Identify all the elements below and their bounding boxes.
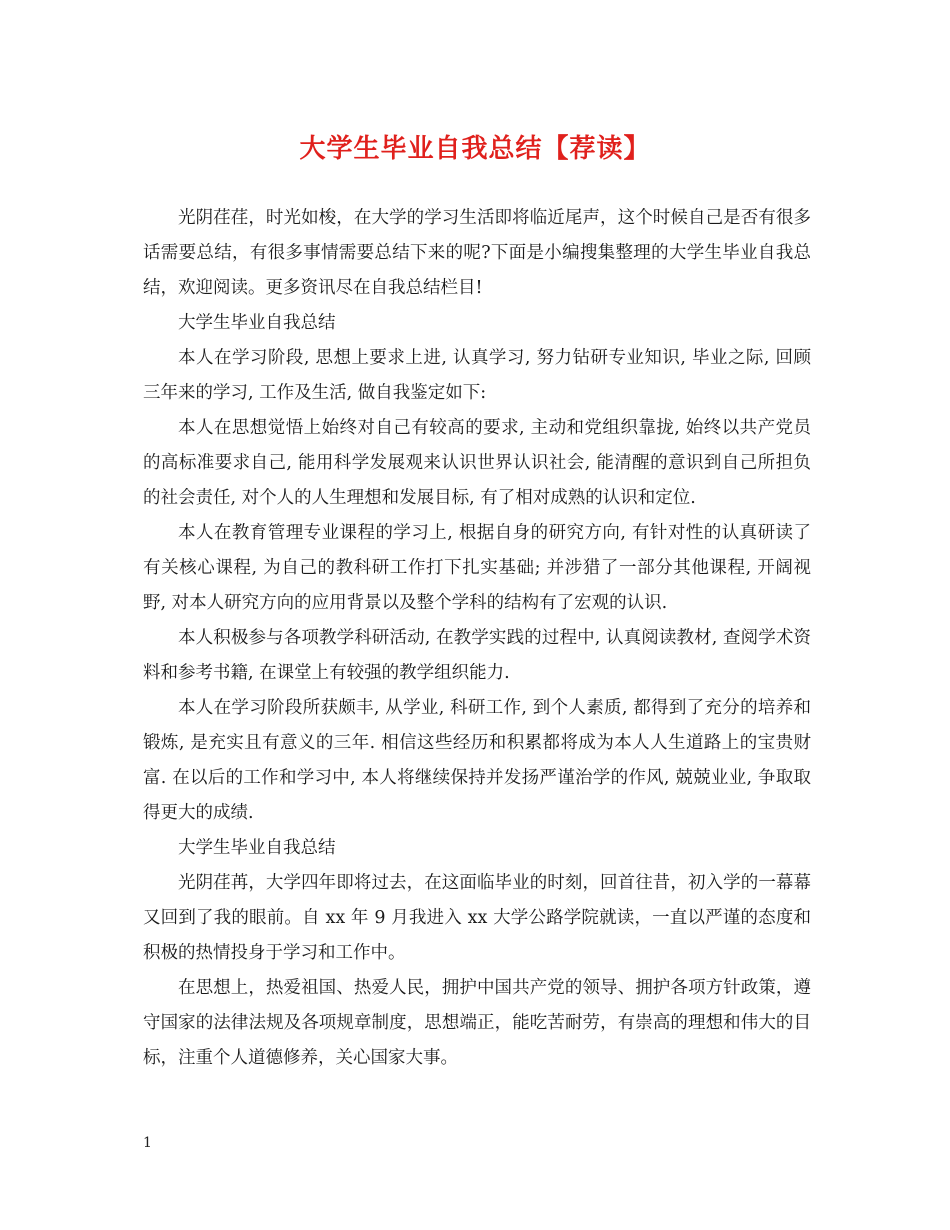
section-heading: 大学生毕业自我总结 — [178, 838, 336, 858]
body-paragraph: 光阴荏苒，大学四年即将过去，在这面临毕业的时刻，回首往昔，初入学的一幕幕又回到了我的眼前。自 xx 年 9 月我进入 xx 大学公路学院就读，一直以严谨的态度和积极的热情投身于学习和工作中。 — [143, 873, 811, 963]
body-paragraph: 本人积极参与各项教学科研活动, 在教学实践的过程中, 认真阅读教材, 查阅学术资料和参考书籍, 在课堂上有较强的教学组织能力. — [143, 628, 811, 683]
body-paragraph: 本人在学习阶段所获颇丰, 从学业, 科研工作, 到个人素质, 都得到了充分的培养和锻炼, 是充实且有意义的三年. 相信这些经历和积累都将成为本人人生道路上的宝贵财富. 在以后的工作和学习中, 本人将继续保持并发扬严谨治学的作风, 兢兢业业, 争取取得更大的成绩. — [143, 698, 811, 823]
page-number: 1 — [143, 1135, 152, 1151]
section-heading: 大学生毕业自我总结 — [178, 313, 336, 333]
body-paragraph: 本人在思想觉悟上始终对自己有较高的要求, 主动和党组织靠拢, 始终以共产党员的高标准要求自己, 能用科学发展观来认识世界认识社会, 能清醒的意识到自己所担负的社会责任, 对个人的人生理想和发展目标, 有了相对成熟的认识和定位. — [143, 418, 811, 508]
document-body — [143, 201, 811, 1076]
body-paragraph: 本人在教育管理专业课程的学习上, 根据自身的研究方向, 有针对性的认真研读了有关核心课程, 为自己的教科研工作打下扎实基础; 并涉猎了一部分其他课程, 开阔视野, 对本人研究方向的应用背景以及整个学科的结构有了宏观的认识. — [143, 523, 811, 613]
body-paragraph: 在思想上，热爱祖国、热爱人民，拥护中国共产党的领导、拥护各项方针政策，遵守国家的法律法规及各项规章制度，思想端正，能吃苦耐劳，有崇高的理想和伟大的目标，注重个人道德修养，关心国家大事。 — [143, 978, 811, 1068]
body-paragraph: 本人在学习阶段, 思想上要求上进, 认真学习, 努力钻研专业知识, 毕业之际, 回顾三年来的学习, 工作及生活, 做自我鉴定如下: — [143, 348, 811, 403]
intro-paragraph: 光阴荏荏，时光如梭，在大学的学习生活即将临近尾声，这个时候自己是否有很多话需要总结，有很多事情需要总结下来的呢?下面是小编搜集整理的大学生毕业自我总结，欢迎阅读。更多资讯尽在自我总结栏目! — [143, 208, 811, 298]
document-title: 大学生毕业自我总结【荐读】 — [299, 134, 651, 164]
